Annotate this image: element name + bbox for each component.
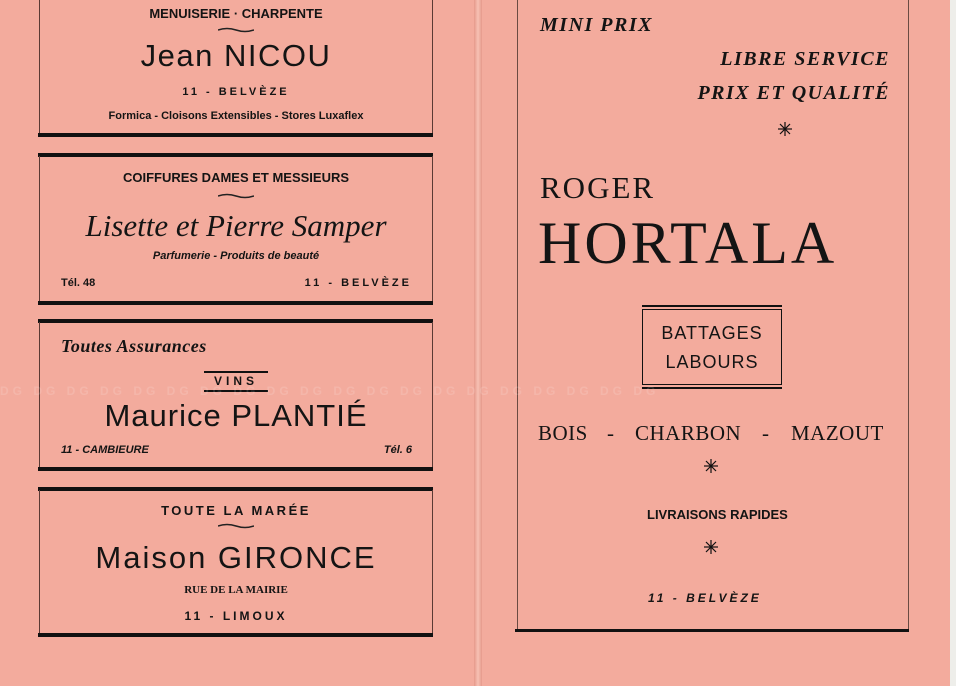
fuel-dash-2: - — [762, 421, 769, 445]
ad3-sub: VINS — [213, 374, 258, 388]
mini-prix: MINI PRIX — [540, 14, 653, 36]
ad4-name: Maison GIRONCE — [95, 540, 377, 575]
ad1-services: Formica - Cloisons Extensibles - Stores Luxaflex — [108, 110, 364, 122]
ad1-name: Jean NICOU — [140, 38, 332, 73]
fuel-bois: BOIS — [538, 421, 588, 445]
ad2-heading: COIFFURES DAMES ET MESSIEURS — [122, 170, 350, 185]
ad2-subtitle: Parfumerie - Produits de beauté — [152, 250, 320, 262]
asterism-icon — [704, 540, 718, 554]
ad2-phone: Tél. 48 — [61, 277, 96, 289]
livraisons-rapides: LIVRAISONS RAPIDES — [647, 507, 788, 522]
ad2-town: 11 - BELVÈZE — [304, 277, 412, 289]
ad1-divider — [38, 133, 433, 137]
ad1-heading: MENUISERIE · CHARPENTE — [149, 6, 323, 21]
ad3-town: 11 - CAMBIEURE — [61, 444, 149, 456]
prix-qualite: PRIX ET QUALITÉ — [697, 82, 890, 104]
ad3-heading: Toutes Assurances — [61, 336, 207, 356]
libre-service: LIBRE SERVICE — [720, 48, 890, 70]
ad2-divider — [38, 301, 433, 305]
ad2-name: Lisette et Pierre Samper — [85, 208, 387, 243]
fuel-mazout: MAZOUT — [791, 421, 884, 445]
asterism-icon — [704, 459, 718, 473]
hortala-town: 11 - BELVÈZE — [648, 591, 762, 605]
flourish-icon — [218, 523, 254, 529]
asterism-icon — [778, 122, 792, 136]
ad1-town: 11 - BELVÈZE — [182, 86, 290, 98]
ad3-phone: Tél. 6 — [383, 444, 412, 456]
hortala-bottom-rule — [515, 629, 909, 632]
page-gutter — [474, 0, 482, 686]
roger: ROGER — [540, 170, 656, 205]
ad4-bottom-rule — [38, 633, 433, 637]
ad3-sub-rule-top — [204, 371, 268, 373]
flourish-icon — [218, 27, 254, 33]
watermark: DG DG DG DG DG DG DG DG DG DG DG DG DG DG DG DG DG DG DG DG — [0, 384, 660, 398]
ad-gironce — [39, 490, 433, 634]
fuel-charbon: CHARBON — [635, 421, 742, 445]
ad3-name: Maurice PLANTIÉ — [104, 398, 368, 433]
ad3-divider — [38, 467, 433, 471]
battages: BATTAGES — [661, 323, 763, 343]
labours: LABOURS — [665, 352, 759, 372]
ad-samper — [39, 156, 433, 302]
scan-edge — [950, 0, 956, 686]
battages-box — [642, 305, 782, 389]
flourish-icon — [218, 193, 254, 199]
ad4-street: RUE DE LA MAIRIE — [184, 584, 288, 596]
fuel-dash-1: - — [607, 421, 614, 445]
hortala: HORTALA — [538, 210, 838, 276]
ad4-heading: TOUTE LA MARÉE — [161, 503, 311, 518]
ad4-town: 11 - LIMOUX — [184, 609, 288, 623]
ad-jean-nicou — [39, 0, 433, 134]
